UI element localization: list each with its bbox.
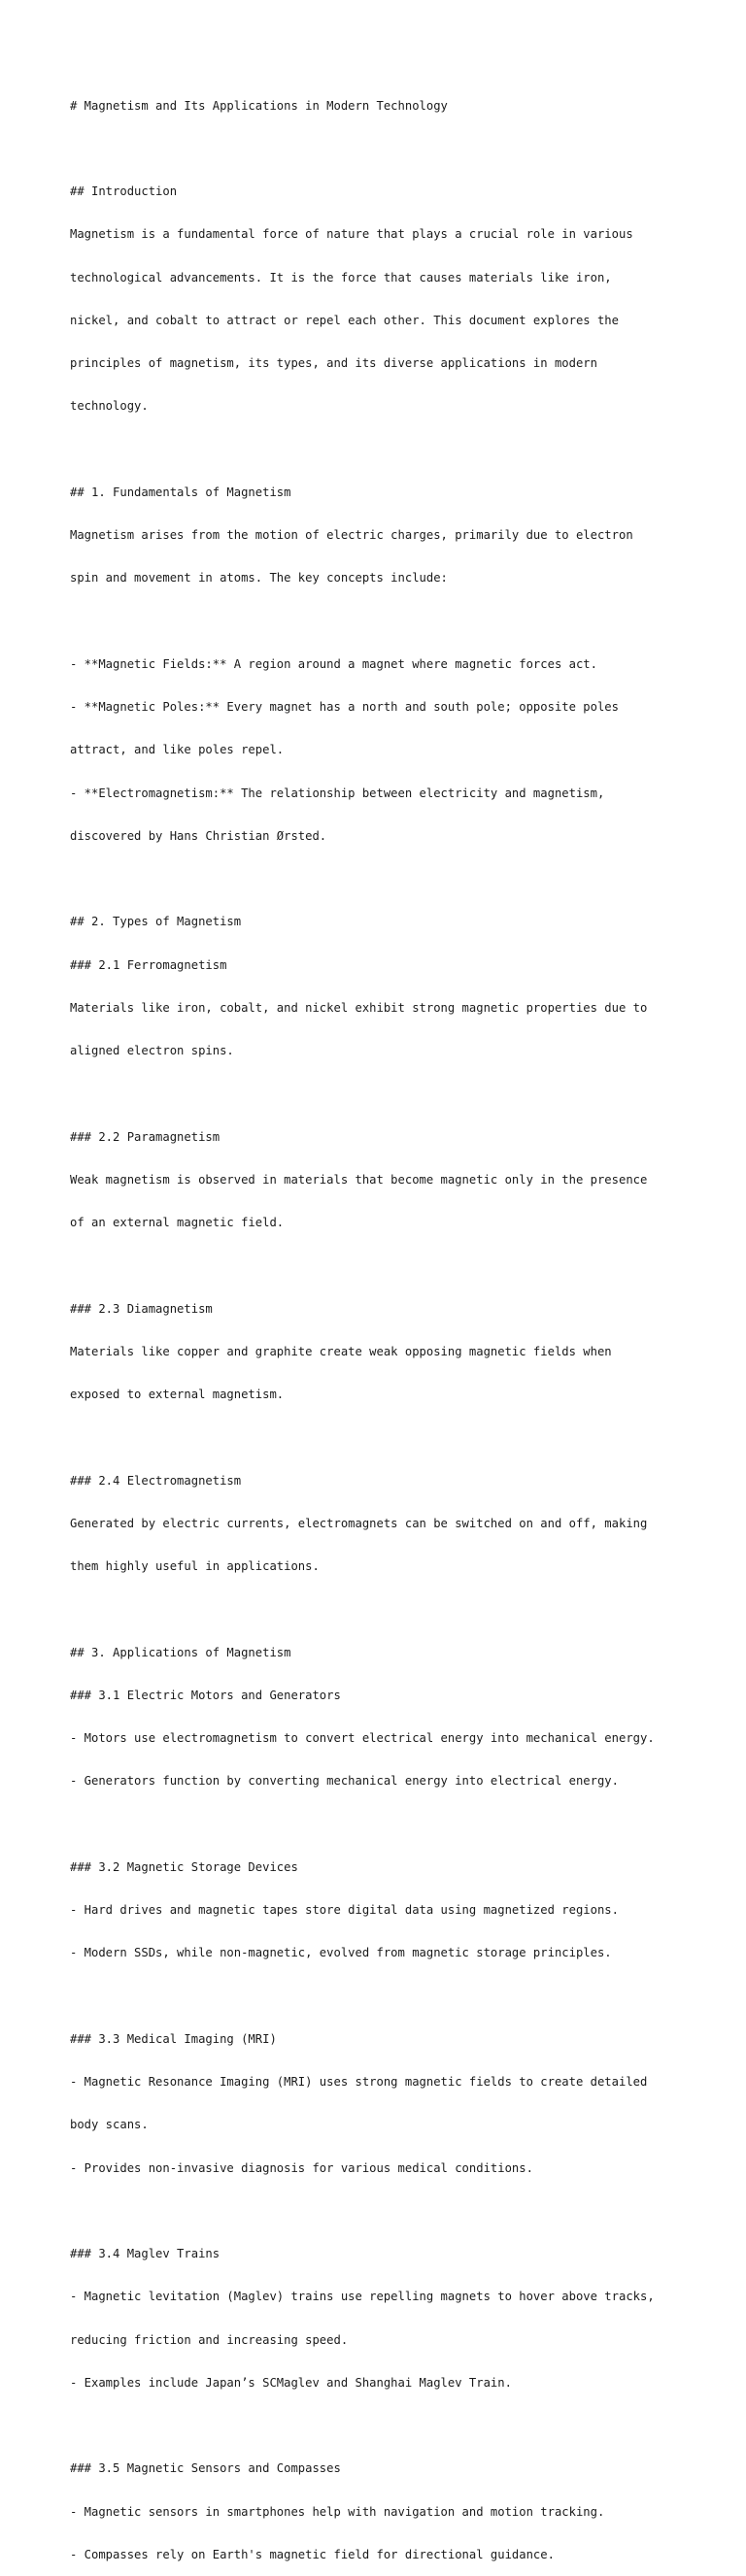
line: - Magnetic sensors in smartphones help with navigation and motion tracking. (70, 2504, 605, 2519)
line: - Compasses rely on Earth's magnetic field for directional guidance. (70, 2547, 555, 2561)
line: them highly useful in applications. (70, 1559, 320, 1573)
line: - Modern SSDs, while non-magnetic, evolved from magnetic storage principles. (70, 1946, 612, 1960)
line: ### 3.4 Maglev Trains (70, 2247, 220, 2260)
line: reducing friction and increasing speed. (70, 2332, 349, 2347)
line: technology. (70, 399, 149, 414)
line: ### 3.2 Magnetic Storage Devices (70, 1859, 298, 1874)
line: ### 2.2 Paramagnetism (70, 1129, 220, 1144)
line: principles of magnetism, its types, and its diverse applications in modern (70, 356, 597, 370)
line: Materials like copper and graphite create weak opposing magnetic fields when (70, 1344, 612, 1358)
line: ## 2. Types of Magnetism (70, 915, 242, 929)
line (70, 615, 692, 629)
line: nickel, and cobalt to attract or repel each other. This document explores the (70, 313, 619, 327)
line: attract, and like poles repel. (70, 743, 285, 757)
line (70, 1087, 692, 1101)
line: ### 3.5 Magnetic Sensors and Compasses (70, 2461, 341, 2476)
line: ## 1. Fundamentals of Magnetism (70, 485, 291, 499)
line (70, 1818, 692, 1832)
line (70, 872, 692, 887)
line: - Magnetic Resonance Imaging (MRI) uses strong magnetic fields to create detailed (70, 2075, 648, 2089)
line: ### 2.4 Electromagnetism (70, 1473, 242, 1488)
line (70, 1258, 692, 1273)
line: ## Introduction (70, 184, 178, 198)
line: ## 3. Applications of Magnetism (70, 1645, 291, 1659)
line (70, 142, 692, 156)
line (70, 2419, 692, 2433)
document-body (70, 70, 692, 2576)
line (70, 443, 692, 457)
line: - Hard drives and magnetic tapes store digital data using magnetized regions. (70, 1903, 619, 1917)
line: technological advancements. It is the force that causes materials like iron, (70, 270, 612, 284)
line: ### 2.3 Diamagnetism (70, 1301, 213, 1316)
line: - Provides non-invasive diagnosis for various medical conditions. (70, 2160, 533, 2175)
line: - Examples include Japan’s SCMaglev and Shanghai Maglev Train. (70, 2375, 512, 2390)
line: Materials like iron, cobalt, and nickel exhibit strong magnetic properties due to (70, 1000, 648, 1015)
line: - Magnetic levitation (Maglev) trains use repelling magnets to hover above tracks, (70, 2290, 655, 2304)
line: Magnetism arises from the motion of electric charges, primarily due to electron (70, 528, 633, 542)
line (70, 2204, 692, 2219)
line: ### 3.1 Electric Motors and Generators (70, 1688, 341, 1702)
line: discovered by Hans Christian Ørsted. (70, 828, 327, 843)
line: - Generators function by converting mechanical energy into electrical energy. (70, 1774, 619, 1789)
line (70, 1430, 692, 1445)
line: # Magnetism and Its Applications in Modern Technology (70, 98, 448, 113)
line: Generated by electric currents, electromagnets can be switched on and off, making (70, 1516, 648, 1530)
line: - **Magnetic Poles:** Every magnet has a north and south pole; opposite poles (70, 700, 619, 714)
line: aligned electron spins. (70, 1044, 234, 1057)
line: ### 3.3 Medical Imaging (MRI) (70, 2031, 277, 2046)
line: - **Magnetic Fields:** A region around a magnet where magnetic forces act. (70, 656, 597, 671)
line (70, 1990, 692, 2004)
line: - **Electromagnetism:** The relationship between electricity and magnetism, (70, 786, 605, 800)
line: exposed to external magnetism. (70, 1388, 285, 1401)
line: Weak magnetism is observed in materials that become magnetic only in the presence (70, 1172, 648, 1187)
line (70, 1602, 692, 1617)
line: of an external magnetic field. (70, 1216, 285, 1229)
line: Magnetism is a fundamental force of nature that plays a crucial role in various (70, 227, 633, 242)
line: ### 2.1 Ferromagnetism (70, 957, 227, 972)
line: body scans. (70, 2118, 149, 2132)
line: spin and movement in atoms. The key concepts include: (70, 571, 448, 585)
line: - Motors use electromagnetism to convert electrical energy into mechanical energy. (70, 1731, 655, 1745)
